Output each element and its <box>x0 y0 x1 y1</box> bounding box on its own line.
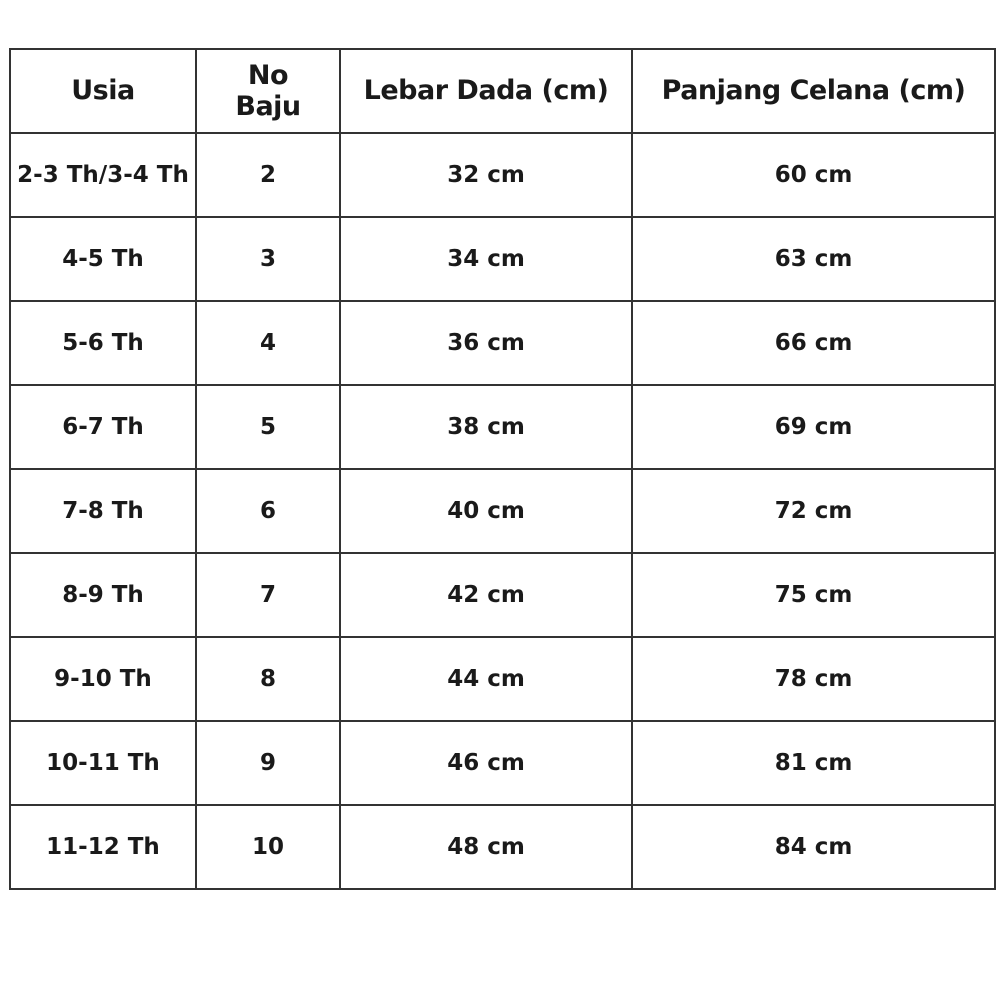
cell-usia: 4-5 Th <box>10 217 196 301</box>
table-row <box>10 217 995 301</box>
table-row <box>10 469 995 553</box>
cell-lebar-dada: 44 cm <box>340 637 632 721</box>
cell-panjang-celana: 69 cm <box>632 385 995 469</box>
cell-usia: 11-12 Th <box>10 805 196 889</box>
table-row <box>10 721 995 805</box>
header-no-baju <box>196 49 340 133</box>
cell-no-baju: 8 <box>196 637 340 721</box>
table-row <box>10 385 995 469</box>
cell-usia: 10-11 Th <box>10 721 196 805</box>
header-no-baju-line2: Baju <box>235 91 301 122</box>
cell-no-baju: 9 <box>196 721 340 805</box>
cell-usia: 6-7 Th <box>10 385 196 469</box>
cell-panjang-celana: 78 cm <box>632 637 995 721</box>
header-panjang-celana: Panjang Celana (cm) <box>632 49 995 133</box>
cell-no-baju: 10 <box>196 805 340 889</box>
cell-panjang-celana: 84 cm <box>632 805 995 889</box>
cell-no-baju: 4 <box>196 301 340 385</box>
header-row <box>10 49 995 133</box>
cell-lebar-dada: 34 cm <box>340 217 632 301</box>
cell-lebar-dada: 42 cm <box>340 553 632 637</box>
cell-panjang-celana: 72 cm <box>632 469 995 553</box>
size-chart-table <box>9 48 996 890</box>
cell-no-baju: 2 <box>196 133 340 217</box>
cell-lebar-dada: 32 cm <box>340 133 632 217</box>
table-row <box>10 133 995 217</box>
cell-usia: 7-8 Th <box>10 469 196 553</box>
table-body <box>10 133 995 889</box>
cell-lebar-dada: 46 cm <box>340 721 632 805</box>
table-row <box>10 805 995 889</box>
header-lebar-dada: Lebar Dada (cm) <box>340 49 632 133</box>
cell-usia: 5-6 Th <box>10 301 196 385</box>
cell-no-baju: 3 <box>196 217 340 301</box>
cell-no-baju: 7 <box>196 553 340 637</box>
cell-panjang-celana: 66 cm <box>632 301 995 385</box>
cell-lebar-dada: 36 cm <box>340 301 632 385</box>
header-usia: Usia <box>10 49 196 133</box>
cell-panjang-celana: 60 cm <box>632 133 995 217</box>
cell-lebar-dada: 48 cm <box>340 805 632 889</box>
cell-panjang-celana: 63 cm <box>632 217 995 301</box>
cell-panjang-celana: 75 cm <box>632 553 995 637</box>
header-no-baju-line1: No <box>247 60 289 91</box>
cell-lebar-dada: 40 cm <box>340 469 632 553</box>
cell-lebar-dada: 38 cm <box>340 385 632 469</box>
cell-panjang-celana: 81 cm <box>632 721 995 805</box>
cell-usia: 9-10 Th <box>10 637 196 721</box>
cell-no-baju: 6 <box>196 469 340 553</box>
table-header <box>10 49 995 133</box>
cell-usia: 2-3 Th/3-4 Th <box>10 133 196 217</box>
cell-usia: 8-9 Th <box>10 553 196 637</box>
cell-no-baju: 5 <box>196 385 340 469</box>
table-row <box>10 553 995 637</box>
table-row <box>10 301 995 385</box>
table-row <box>10 637 995 721</box>
